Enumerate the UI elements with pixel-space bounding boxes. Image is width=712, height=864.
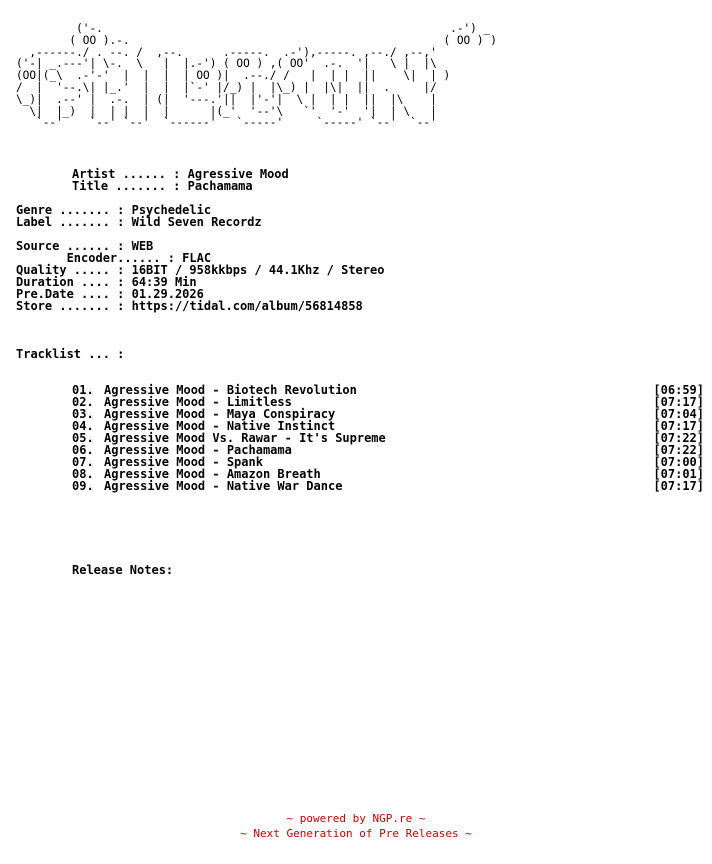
- track-title: Agressive Mood - Native Instinct: [104, 419, 336, 433]
- artist-line: Artist ...... : Agressive Mood: [72, 167, 289, 181]
- track-duration: [07:01]: [653, 467, 704, 481]
- falcon-ascii-logo: ('-. .-') _ ( OO ).-. ( OO ) ) ,------./ . --. / ,--. .-----. .-'),-----. ,--./ ,--,' ('-| _.---'| \-. \ | |.-') ( OO ) ,( OO' .-. '| \ | |\ (OO|(_\ .-'-' | | | | OO )| .--./ / | | | || \| | ) / | '--.\| |_.' | | |`-' |/_) | |\_) | |\| || . |/ \_)| .--' | .-. | (| '---.'|| |'-'| \ | | | || |\ | \| |_) | | | | | |(_' '--'\ `' '-' '| | \ | `--' `--' `--' `------' `-----' `-----' `--' `--': [16, 22, 497, 130]
- track-title: Agressive Mood - Native War Dance: [104, 479, 343, 493]
- source-line: Source ...... : WEB: [16, 239, 154, 253]
- track-duration: [06:59]: [653, 383, 704, 397]
- title-line: Title ....... : Pachamama: [72, 179, 253, 193]
- track-number: 06.: [72, 443, 94, 457]
- track-duration: [07:17]: [653, 479, 704, 493]
- track-number: 07.: [72, 455, 94, 469]
- track-number: 02.: [72, 395, 94, 409]
- track-duration: [07:17]: [653, 395, 704, 409]
- tracklist-heading: Tracklist ... :: [16, 347, 125, 361]
- footer-tagline: ~ Next Generation of Pre Releases ~: [240, 827, 472, 840]
- track-row: [72, 480, 704, 492]
- track-duration: [07:22]: [653, 443, 704, 457]
- label-line: Label ....... : Wild Seven Recordz: [16, 215, 262, 229]
- track-number: 01.: [72, 383, 94, 397]
- track-number: 09.: [72, 479, 94, 493]
- track-title: Agressive Mood - Limitless: [104, 395, 292, 409]
- encoder-line: Encoder...... : FLAC: [16, 251, 212, 265]
- track-duration: [07:22]: [653, 431, 704, 445]
- track-title: Agressive Mood - Biotech Revolution: [104, 383, 357, 397]
- track-duration: [07:04]: [653, 407, 704, 421]
- track-number: 04.: [72, 419, 94, 433]
- quality-line: Quality ..... : 16BIT / 958kkbps / 44.1Khz / Stereo: [16, 263, 385, 277]
- track-title: Agressive Mood - Spank: [104, 455, 263, 469]
- track-number: 05.: [72, 431, 94, 445]
- track-title: Agressive Mood Vs. Rawar - It's Supreme: [104, 431, 386, 445]
- duration-line: Duration .... : 64:39 Min: [16, 275, 197, 289]
- genre-line: Genre ....... : Psychedelic: [16, 203, 212, 217]
- release-notes-heading: Release Notes:: [72, 563, 174, 577]
- footer-powered-by: ~ powered by NGP.re ~: [286, 812, 426, 825]
- track-title: Agressive Mood - Maya Conspiracy: [104, 407, 336, 421]
- store-line: Store ....... : https://tidal.com/album/56814858: [16, 299, 363, 313]
- track-number: 08.: [72, 467, 94, 481]
- track-number: 03.: [72, 407, 94, 421]
- track-duration: [07:17]: [653, 419, 704, 433]
- track-title: Agressive Mood - Amazon Breath: [104, 467, 321, 481]
- track-duration: [07:00]: [653, 455, 704, 469]
- predate-line: Pre.Date .... : 01.29.2026: [16, 287, 204, 301]
- track-title: Agressive Mood - Pachamama: [104, 443, 292, 457]
